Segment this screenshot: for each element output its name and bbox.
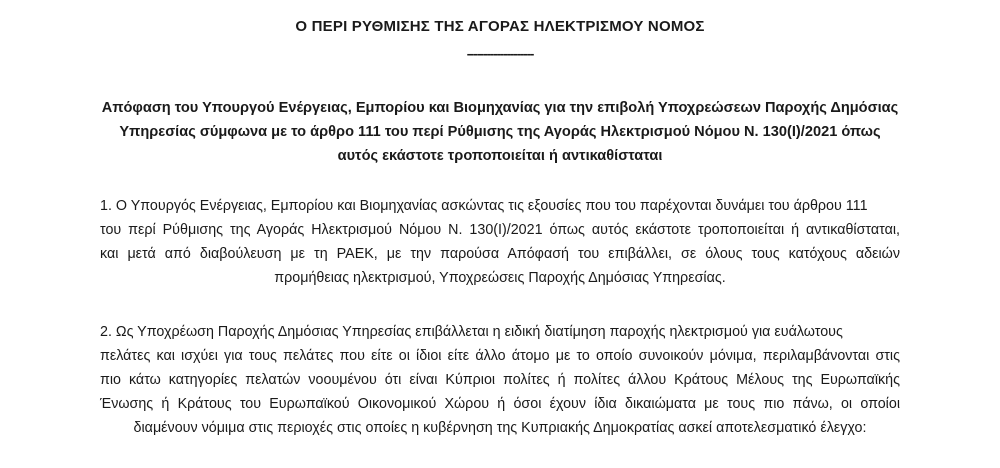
paragraph-line: του περί Ρύθμισης της Αγοράς Ηλεκτρισμού Νόμου Ν. 130(Ι)/2021 όπως αυτός εκάστοτε τροποποιείται ή αντικαθίσταται, (100, 222, 900, 238)
paragraph-line: πιο κάτω κατηγορίες πελατών νοουμένου ότι είναι Κύπριοι πολίτες ή πολίτες άλλου Κράτους Μέλους της Ευρωπαϊκής (100, 372, 900, 388)
paragraph-line: διαμένουν νόμιμα στις περιοχές στις οποίες η κυβέρνηση της Κυπριακής Δημοκρατίας ασκεί αποτελεσματικό έλεγχο: (133, 420, 867, 436)
law-title: Ο ΠΕΡΙ ΡΥΘΜΙΣΗΣ ΤΗΣ ΑΓΟΡΑΣ ΗΛΕΚΤΡΙΣΜΟΥ ΝΟΜΟΣ (295, 18, 705, 35)
paragraph-line: 2. Ως Υποχρέωση Παροχής Δημόσιας Υπηρεσίας επιβάλλεται η ειδική διατίμηση παροχής ηλεκτρισμού για ευάλωτους (100, 324, 843, 340)
heading-line: Απόφαση του Υπουργού Ενέργειας, Εμπορίου και Βιομηχανίας για την επιβολή Υποχρεώσεων Παροχής Δημόσιας (101, 100, 899, 116)
paragraph-1 (100, 194, 900, 290)
paragraph-line: και μετά από διαβούλευση με τη ΡΑΕΚ, με την παρούσα Απόφασή του επιβάλλει, σε όλους τους κατόχους αδειών (100, 246, 900, 262)
heading-line: Υπηρεσίας σύμφωνα με το άρθρο 111 του περί Ρύθμισης της Αγοράς Ηλεκτρισμού Νόμου Ν. 130(Ι)/2021 όπως (119, 124, 881, 140)
paragraph-line: πελάτες και ισχύει για τους πελάτες που είτε οι ίδιοι είτε άλλο άτομο με το οποίο συνοικούν μόνιμα, περιλαμβάνονται στις (100, 348, 900, 364)
paragraph-2 (100, 320, 900, 440)
paragraph-line: προμήθειας ηλεκτρισμού, Υποχρεώσεις Παροχής Δημόσιας Υπηρεσίας. (274, 270, 726, 286)
title-separator: -------------------- (466, 46, 534, 61)
paragraph-line: 1. Ο Υπουργός Ενέργειας, Εμπορίου και Βιομηχανίας ασκώντας τις εξουσίες που του παρέχονται δυνάμει του άρθρου 111 (100, 198, 868, 214)
paragraph-line: Ένωσης ή Κράτους του Ευρωπαϊκού Οικονομικού Χώρου ή όσοι έχουν ίδια δικαιώματα με τους πιο πάνω, οι οποίοι (100, 396, 900, 412)
decision-heading (90, 96, 910, 168)
heading-line: αυτός εκάστοτε τροποποιείται ή αντικαθίσταται (337, 148, 663, 164)
